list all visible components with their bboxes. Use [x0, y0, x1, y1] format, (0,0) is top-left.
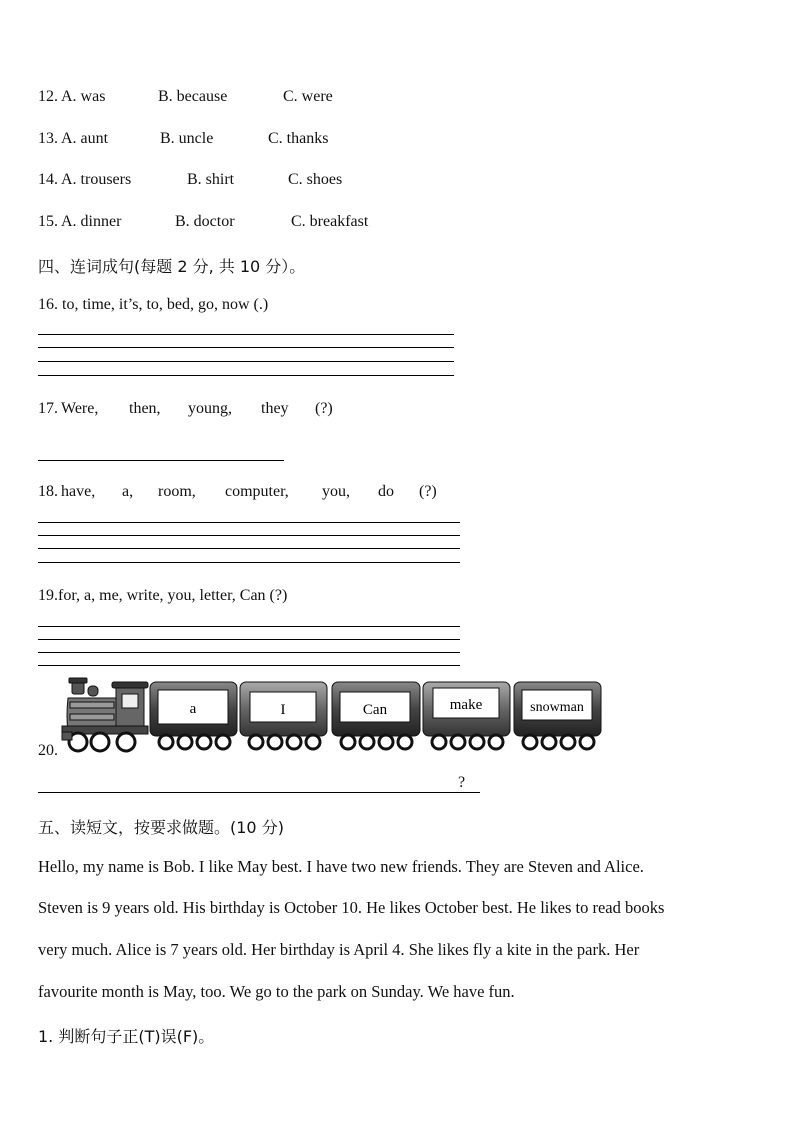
section-heading: 四、连词成句(每题 2 分, 共 10 分）。	[38, 257, 306, 276]
end-question-mark: ?	[458, 774, 466, 791]
word: they	[261, 400, 289, 417]
train-car	[514, 682, 601, 749]
answer-line[interactable]	[38, 334, 454, 335]
passage-line: Hello, my name is Bob. I like May best. I have two new friends. They are Steven and Alice.	[38, 857, 644, 876]
train-car	[150, 682, 237, 749]
section-heading: 五、读短文，按要求做题。(10 分)	[38, 818, 284, 837]
question-16: 16. to, time, it’s, to, bed, go, now (.)	[38, 296, 269, 313]
option-a: A. aunt	[61, 130, 109, 147]
question-19: 19.for, a, me, write, you, letter, Can (?)	[38, 587, 288, 604]
word: do	[378, 483, 394, 500]
option-a: A. trousers	[61, 171, 132, 188]
option-a: A. dinner	[61, 213, 122, 230]
option-b: B. uncle	[160, 130, 214, 147]
question-number: 20.	[38, 742, 58, 759]
locomotive-icon	[62, 678, 148, 751]
word: then,	[129, 400, 161, 417]
car-label: I	[280, 702, 286, 718]
answer-line[interactable]	[38, 665, 460, 666]
passage-line: Steven is 9 years old. His birthday is October 10. He likes October best. He likes to read books	[38, 898, 665, 917]
passage-line: favourite month is May, too. We go to the park on Sunday. We have fun.	[38, 982, 515, 1001]
word: computer,	[225, 483, 289, 500]
question-number: 15.	[38, 213, 58, 230]
question-number: 18.	[38, 483, 58, 500]
car-label: a	[189, 701, 197, 717]
question-number: 17.	[38, 400, 58, 417]
answer-line[interactable]	[38, 652, 460, 653]
answer-line[interactable]	[38, 347, 454, 348]
option-b: B. doctor	[175, 213, 235, 230]
option-c: C. breakfast	[291, 213, 369, 230]
answer-line[interactable]	[38, 361, 454, 362]
question-number: 12.	[38, 88, 58, 105]
option-c: C. were	[283, 88, 333, 105]
word: Were,	[61, 400, 99, 417]
option-a: A. was	[61, 88, 106, 105]
option-b: B. shirt	[187, 171, 235, 188]
word: room,	[158, 483, 196, 500]
train-car	[240, 682, 327, 749]
car-label: Can	[362, 702, 388, 718]
answer-line[interactable]	[38, 548, 460, 549]
answer-line[interactable]	[38, 792, 480, 793]
answer-line[interactable]	[38, 562, 460, 563]
answer-line[interactable]	[38, 535, 460, 536]
option-b: B. because	[158, 88, 228, 105]
question-number: 13.	[38, 130, 58, 147]
answer-line[interactable]	[38, 522, 460, 523]
word: young,	[188, 400, 232, 417]
word: you,	[322, 483, 350, 500]
answer-line[interactable]	[38, 639, 460, 640]
option-c: C. thanks	[268, 130, 329, 147]
car-label: snowman	[530, 700, 584, 715]
train-illustration	[60, 676, 605, 756]
car-label: make	[449, 697, 483, 713]
train-car	[332, 682, 420, 749]
answer-line[interactable]	[38, 626, 460, 627]
word: (?)	[315, 400, 333, 417]
train-car	[423, 682, 510, 749]
option-c: C. shoes	[288, 171, 343, 188]
task-instruction: 1. 判断句子正(T)误(F)。	[38, 1027, 215, 1046]
answer-line[interactable]	[38, 375, 454, 376]
passage-line: very much. Alice is 7 years old. Her birthday is April 4. She likes fly a kite in the park. Her	[38, 940, 640, 959]
question-number: 14.	[38, 171, 58, 188]
answer-line[interactable]	[38, 460, 284, 461]
word: a,	[122, 483, 134, 500]
word: have,	[61, 483, 96, 500]
word: (?)	[419, 483, 437, 500]
